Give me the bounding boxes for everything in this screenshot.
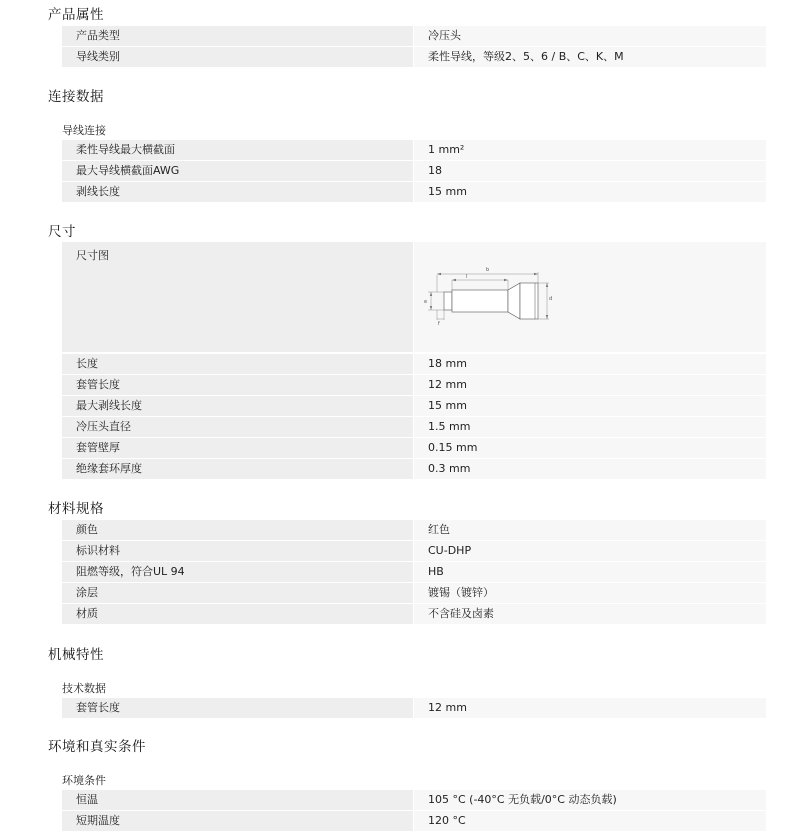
row-value: 12 mm (414, 375, 766, 395)
table-row (62, 604, 766, 624)
table-row (62, 438, 766, 458)
subsection-title-technical-data: 技术数据 (62, 682, 106, 695)
table-row (62, 459, 766, 479)
row-key: 导线类别 (62, 47, 413, 67)
row-value: 镀锡（镀锌） (414, 583, 766, 603)
row-key: 颜色 (62, 520, 413, 540)
row-value: 红色 (414, 520, 766, 540)
table-row (62, 354, 766, 374)
row-value: CU-DHP (414, 541, 766, 561)
table-row (62, 811, 766, 831)
ferrule-dimension-drawing (414, 242, 766, 352)
subsection-title-environment-conditions: 环境条件 (62, 774, 106, 787)
row-key: 短期温度 (62, 811, 413, 831)
cone-shape (508, 283, 520, 319)
section-title-dimensions: 尺寸 (48, 224, 76, 240)
table-row-drawing (62, 242, 766, 352)
row-value: 0.3 mm (414, 459, 766, 479)
subsection-title-wire-connection: 导线连接 (62, 124, 106, 137)
row-value: 18 (414, 161, 766, 181)
row-key: 套管长度 (62, 375, 413, 395)
row-key: 套管长度 (62, 698, 413, 718)
collar-shape (520, 283, 538, 319)
row-value: HB (414, 562, 766, 582)
table-row (62, 562, 766, 582)
table-row (62, 161, 766, 181)
table-row (62, 698, 766, 718)
table-row (62, 790, 766, 810)
table-row (62, 417, 766, 437)
wire-end-shape (444, 292, 452, 310)
table-row (62, 26, 766, 46)
section-title-mechanical: 机械特性 (48, 647, 104, 663)
table-row (62, 583, 766, 603)
row-key: 阻燃等级，符合UL 94 (62, 562, 413, 582)
table-row (62, 520, 766, 540)
table-row (62, 47, 766, 67)
row-value: 12 mm (414, 698, 766, 718)
row-key: 最大导线横截面AWG (62, 161, 413, 181)
row-value: 柔性导线，等级2、5、6 / B、C、K、M (414, 47, 766, 67)
row-key: 涂层 (62, 583, 413, 603)
table-row (62, 140, 766, 160)
row-key: 柔性导线最大横截面 (62, 140, 413, 160)
table-row (62, 396, 766, 416)
row-value: 15 mm (414, 182, 766, 202)
dimension-label-e: e (424, 299, 428, 305)
row-key: 产品类型 (62, 26, 413, 46)
section-title-environment: 环境和真实条件 (48, 739, 146, 755)
row-value: 冷压头 (414, 26, 766, 46)
table-row (62, 541, 766, 561)
dimension-drawing-cell (414, 242, 766, 352)
dimension-label-b: b (486, 267, 490, 273)
table-row (62, 375, 766, 395)
row-key: 尺寸图 (62, 242, 413, 352)
dimension-label-l: l (466, 274, 468, 280)
row-key: 套管壁厚 (62, 438, 413, 458)
row-key: 材质 (62, 604, 413, 624)
row-value: 18 mm (414, 354, 766, 374)
row-value: 105 °C (-40°C 无负载/0°C 动态负载) (414, 790, 766, 810)
row-value: 15 mm (414, 396, 766, 416)
section-title-connection: 连接数据 (48, 89, 104, 105)
row-key: 冷压头直径 (62, 417, 413, 437)
row-value: 0.15 mm (414, 438, 766, 458)
section-title-product: 产品属性 (48, 7, 104, 23)
dimension-label-d: d (549, 296, 553, 302)
row-key: 长度 (62, 354, 413, 374)
dimension-label-f: f (438, 321, 440, 327)
row-value: 1 mm² (414, 140, 766, 160)
row-key: 绝缘套环厚度 (62, 459, 413, 479)
row-value: 不含硅及卤素 (414, 604, 766, 624)
row-value: 1.5 mm (414, 417, 766, 437)
row-key: 剥线长度 (62, 182, 413, 202)
section-title-material: 材料规格 (48, 501, 104, 517)
row-key: 标识材料 (62, 541, 413, 561)
table-row (62, 182, 766, 202)
row-key: 恒温 (62, 790, 413, 810)
sleeve-shape (452, 290, 508, 312)
row-value: 120 °C (414, 811, 766, 831)
row-key: 最大剥线长度 (62, 396, 413, 416)
